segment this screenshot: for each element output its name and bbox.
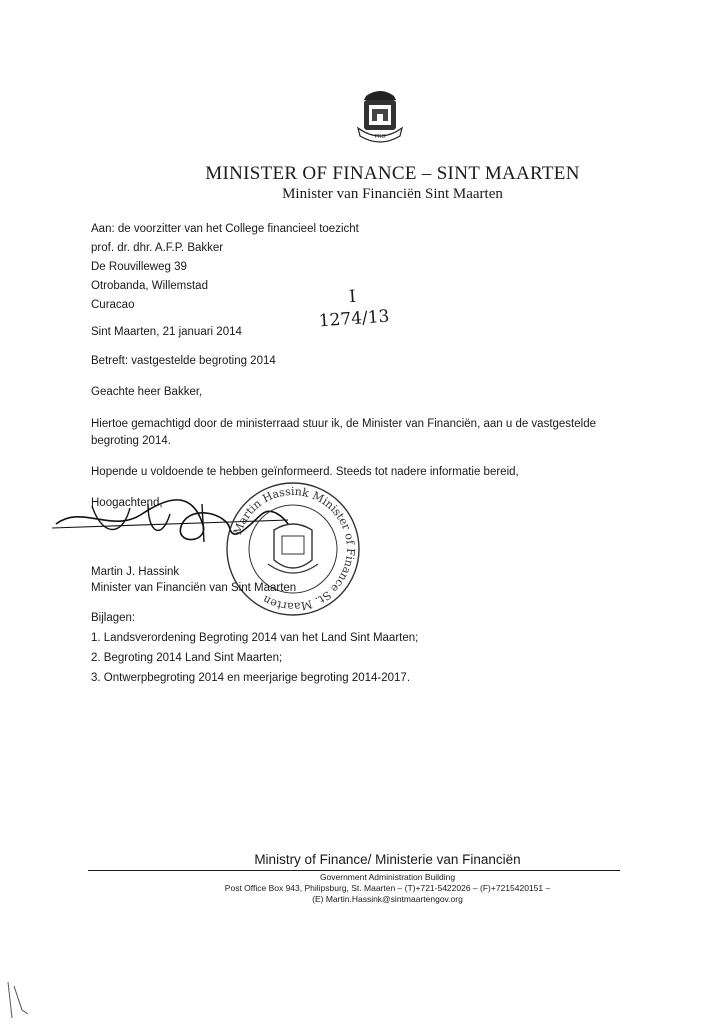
handwritten-ref-line2: 1274/13 (318, 306, 391, 332)
handwritten-ref-line1: I (348, 286, 357, 308)
letter-paragraph-1a: Hiertoe gemachtigd door de ministerraad stuur ik, de Minister van Financiën, aan u de vastgestelde (91, 418, 596, 430)
handwritten-reference (317, 284, 391, 333)
signer-name: Martin J. Hassink (91, 566, 180, 578)
header-title-en: MINISTER OF FINANCE – SINT MAARTEN (205, 163, 580, 184)
svg-text:PRO: PRO (374, 134, 386, 140)
enclosure-item-3: 3. Ontwerpbegroting 2014 en meerjarige begroting 2014-2017. (91, 672, 411, 684)
address-line-4: Otrobanda, Willemstad (91, 280, 208, 292)
letter-paragraph-1b: begroting 2014. (91, 435, 171, 447)
address-line-5: Curacao (91, 299, 135, 311)
letter-salutation: Geachte heer Bakker, (91, 386, 203, 398)
letter-subject: Betreft: vastgestelde begroting 2014 (91, 355, 276, 367)
official-stamp-icon (222, 478, 364, 620)
footer-line-3: (E) Martin.Hassink@sintmaartengov.org (312, 894, 463, 904)
header-title-nl: Minister van Financiën Sint Maarten (282, 186, 503, 202)
coat-of-arms-icon (352, 86, 408, 146)
footer-line-2: Post Office Box 943, Philipsburg, St. Maarten – (T)+721-5422026 – (F)+7215420151 – (224, 883, 551, 893)
address-line-1: Aan: de voorzitter van het College financieel toezicht (91, 223, 359, 235)
letter-date: Sint Maarten, 21 januari 2014 (91, 326, 242, 338)
letter-closing: Hoogachtend, (91, 497, 163, 509)
enclosure-item-2: 2. Begroting 2014 Land Sint Maarten; (91, 652, 283, 664)
address-line-2: prof. dr. dhr. A.F.P. Bakker (91, 242, 224, 254)
stamp-text: Martin Hassink Minister of Finance St. Maarten (231, 484, 358, 614)
footer-contact (0, 872, 725, 905)
footer-line-1: Government Administration Building (319, 872, 456, 882)
footer-title: Ministry of Finance/ Ministerie van Financiën (254, 852, 521, 867)
scan-mark-icon (4, 980, 34, 1020)
signer-title: Minister van Financiën van Sint Maarten (91, 582, 297, 594)
footer-divider (88, 870, 620, 871)
enclosure-item-1: 1. Landsverordening Begroting 2014 van het Land Sint Maarten; (91, 632, 419, 644)
letter-paragraph-2: Hopende u voldoende te hebben geïnformeerd. Steeds tot nadere informatie bereid, (91, 466, 519, 478)
enclosures-label: Bijlagen: (91, 612, 136, 624)
address-line-3: De Rouvilleweg 39 (91, 261, 187, 273)
